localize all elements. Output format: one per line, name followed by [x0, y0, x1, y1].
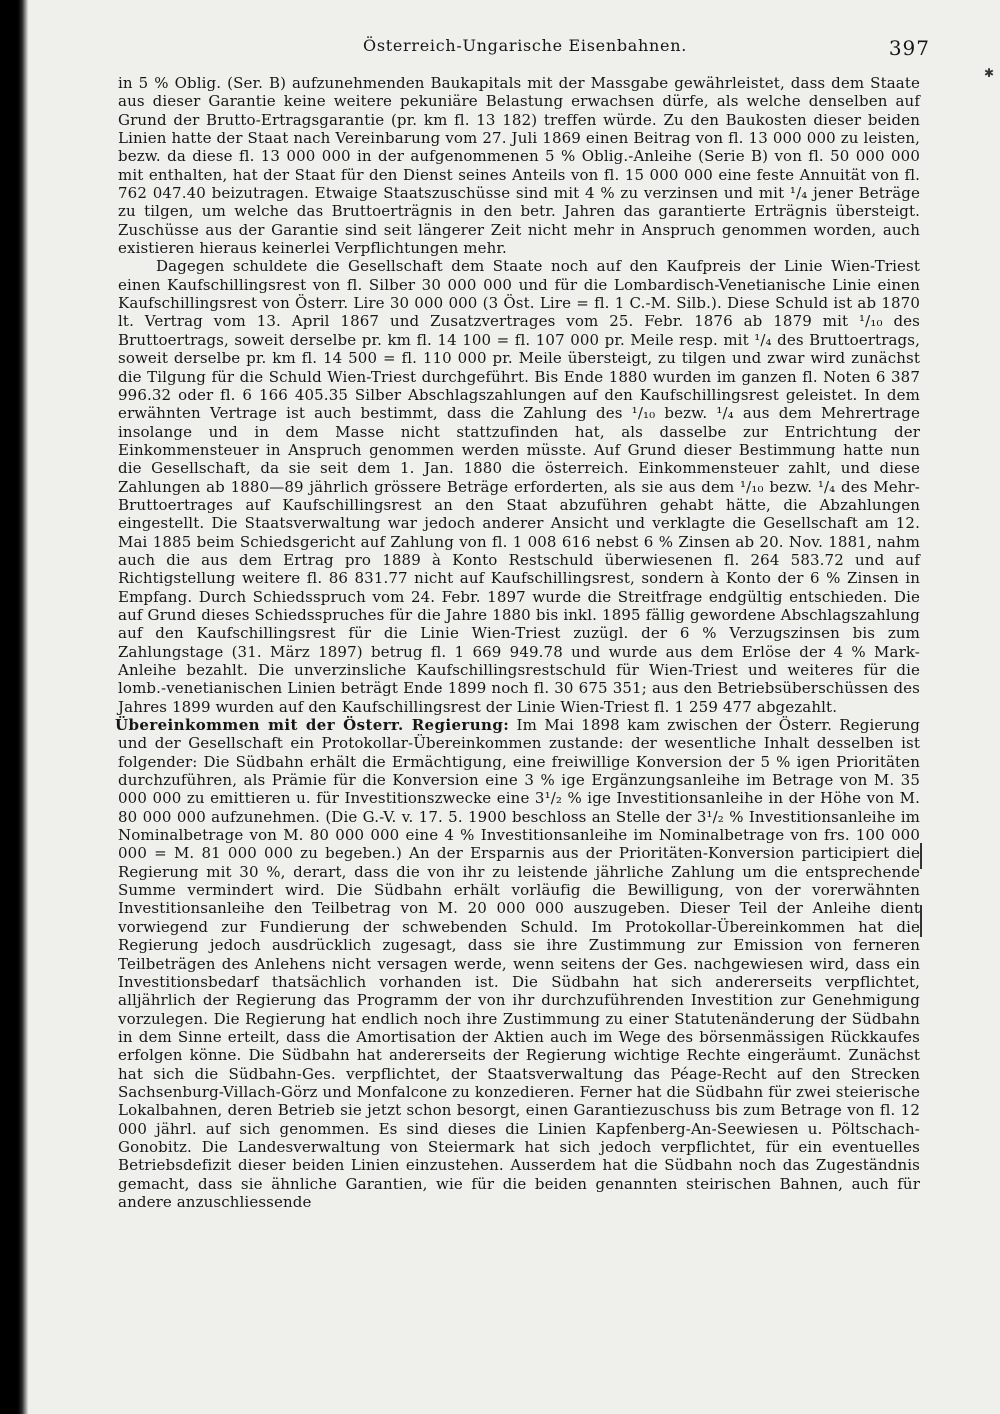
running-title: Österreich-Ungarische Eisenbahnen.: [363, 36, 687, 55]
page-number: 397: [888, 36, 930, 60]
page-header: [120, 34, 930, 62]
scan-mark: [920, 905, 922, 937]
paragraph-kaufschilling: Dagegen schuldete die Gesellschaft dem Staate noch auf den Kaufpreis der Linie Wien-Triest einen Kaufschillingsrest von fl. Silber 30 000 000 und für die Lombardisch-Venetianische Linie einen Kaufschillingsrest von Österr. Lire 30 000 000 (3 Öst. Lire = fl. 1 C.-M. Silb.). Diese Schuld ist ab 1870 lt. Vertrag vom 13. April 1867 und Zusatzvertrages vom 25. Febr. 1876 ab 1879 mit ¹/₁₀ des Bruttoertrags, soweit derselbe pr. km fl. 14 100 = fl. 107 000 pr. Meile resp. mit ¹/₄ des Bruttoertrags, soweit derselbe pr. km fl. 14 500 = fl. 110 000 pr. Meile übersteigt, zu tilgen und zwar wird zunächst die Tilgung für die Schuld Wien-Triest durchgeführt. Bis Ende 1880 wurden im ganzen fl. Noten 6 387 996.32 oder fl. 6 166 405.35 Silber Abschlagszahlungen auf den Kaufschillingsrest geleistet. In dem erwähnten Vertrage ist auch bestimmt, dass die Zahlung des ¹/₁₀ bezw. ¹/₄ aus dem Mehrertrage insolange und in dem Masse nicht stattzufinden hat, als dasselbe zur Entrichtung der Einkommensteuer in Anspruch genommen werden müsste. Auf Grund dieser Bestimmung hatte nun die Gesellschaft, da sie seit dem 1. Jan. 1880 die österreich. Einkommensteuer zahlt, und diese Zahlungen ab 1880—89 jährlich grössere Beträge erforderten, als sie aus dem ¹/₁₀ bezw. ¹/₄ des Mehr-Bruttoertrages auf Kaufschillingsrest an den Staat abzuführen gehabt hätte, die Abzahlungen eingestellt. Die Staatsverwaltung war jedoch anderer Ansicht und verklagte die Gesellschaft am 12. Mai 1885 beim Schiedsgericht auf Zahlung von fl. 1 008 616 nebst 6 % Zinsen ab 20. Nov. 1881, nahm auch die aus dem Ertrag pro 1889 à Konto Restschuld überwiesenen fl. 264 583.72 und auf Richtigstellung weitere fl. 86 831.77 nicht auf Kaufschillingsrest, sondern à Konto der 6 % Zinsen in Empfang. Durch Schiedsspruch vom 24. Febr. 1897 wurde die Streitfrage endgültig entschieden. Die auf Grund dieses Schiedsspruches für die Jahre 1880 bis inkl. 1895 fällig gewordene Abschlagszahlung auf den Kaufschillingsrest für die Linie Wien-Triest zuzügl. der 6 % Verzugszinsen bis zum Zahlungstage (31. März 1897) betrug fl. 1 669 949.78 und wurde aus dem Erlöse der 4 % Mark-Anleihe bezahlt. Die unverzinsliche Kaufschillingsrestschuld für Wien-Triest und weiteres für die lomb.-venetianischen Linien beträgt Ende 1899 noch fl. 30 675 351; aus den Betriebsüberschüssen des Jahres 1899 wurden auf den Kaufschillingsrest der Linie Wien-Triest fl. 1 259 477 abgezahlt.: [118, 257, 920, 716]
paragraph-uebereinkommen: [115, 716, 920, 1211]
body-text: [115, 74, 920, 1211]
paragraph-continuation: in 5 % Oblig. (Ser. B) aufzunehmenden Baukapitals mit der Massgabe gewährleistet, dass dem Staate aus dieser Garantie keine weitere pekuniäre Belastung erwachsen dürfe, als welche denselben auf Grund der Brutto-Ertragsgarantie (pr. km fl. 13 182) treffen würde. Zu den Baukosten dieser beiden Linien hatte der Staat nach Vereinbarung vom 27. Juli 1869 einen Beitrag von fl. 13 000 000 zu leisten, bezw. da diese fl. 13 000 000 in der aufgenommenen 5 % Oblig.-Anleihe (Serie B) von fl. 50 000 000 mit enthalten, hat der Staat für den Dienst seines Anteils von fl. 15 000 000 eine feste Annuität von fl. 762 047.40 beizutragen. Etwaige Staatszuschüsse sind mit 4 % zu verzinsen und mit ¹/₄ jener Beträge zu tilgen, um welche das Bruttoerträgnis in den betr. Jahren das garantierte Erträgnis übersteigt. Zuschüsse aus der Garantie sind seit längerer Zeit nicht mehr in Anspruch genommen worden, auch existieren hieraus keinerlei Verpflichtungen mehr.: [118, 74, 920, 258]
paragraph-uebereinkommen-text: Im Mai 1898 kam zwischen der Österr. Regierung und der Gesellschaft ein Protokollar-Übereinkommen zustande: der wesentliche Inhalt desselben ist folgender: Die Südbahn erhält die Ermächtigung, eine freiwillige Konversion der 5 % igen Prioritäten durchzuführen, als Prämie für die Konversion eine 3 % ige Ergänzungsanleihe im Betrage von M. 35 000 000 zu emittieren u. für Investitionszwecke eine 3¹/₂ % ige Investitionsanleihe in der Höhe von M. 80 000 000 aufzunehmen. (Die G.-V. v. 17. 5. 1900 beschloss an Stelle der 3¹/₂ % Investitionsanleihe im Nominalbetrage von M. 80 000 000 eine 4 % Investitionsanleihe im Nominalbetrage von frs. 100 000 000 = M. 81 000 000 zu begeben.) An der Ersparnis aus der Prioritäten-Konversion participiert die Regierung mit 30 %, derart, dass die von ihr zu leistende jährliche Zahlung um die entsprechende Summe vermindert wird. Die Südbahn erhält vorläufig die Bewilligung, von der vorerwähnten Investitionsanleihe den Teilbetrag von M. 20 000 000 auszugeben. Dieser Teil der Anleihe dient vorwiegend zur Fundierung der schwebenden Schuld. Im Protokollar-Übereinkommen hat die Regierung jedoch ausdrücklich zugesagt, dass sie ihre Zustimmung zur Emission von ferneren Teilbeträgen des Anlehens nicht versagen werde, wenn seitens der Ges. nachgewiesen wird, dass ein Investitionsbedarf thatsächlich vorhanden ist. Die Südbahn hat sich andererseits verpflichtet, alljährlich der Regierung das Programm der von ihr durchzuführenden Investition zur Genehmigung vorzulegen. Die Regierung hat endlich noch ihre Zustimmung zu einer Statutenänderung der Südbahn in dem Sinne erteilt, dass die Amortisation der Aktien auch im Wege des börsenmässigen Rückkaufes erfolgen könne. Die Südbahn hat andererseits der Regierung wichtige Rechte eingeräumt. Zunächst hat sich die Südbahn-Ges. verpflichtet, der Staatsverwaltung das Péage-Recht auf den Strecken Sachsenburg-Villach-Görz und Monfalcone zu konzedieren. Ferner hat die Südbahn für zwei steierische Lokalbahnen, deren Betrieb sie jetzt schon besorgt, einen Garantiezuschuss bis zum Betrage von fl. 12 000 jährl. auf sich genommen. Es sind dieses die Linien Kapfenberg-An-Seewiesen u. Pöltschach-Gonobitz. Die Landesverwaltung von Steiermark hat sich jedoch verpflichtet, für ein eventuelles Betriebsdefizit dieser beiden Linien einzustehen. Ausserdem hat die Südbahn noch das Zugeständnis gemacht, dass sie ähnliche Garantien, wie für die beiden genannten steirischen Bahnen, auch für andere anzuschliessende: [118, 716, 920, 1211]
scan-mark: [920, 843, 922, 869]
section-heading: Übereinkommen mit der Österr. Regierung:: [115, 716, 510, 735]
margin-mark: ✱: [983, 66, 994, 80]
scan-left-edge: [0, 0, 28, 1414]
